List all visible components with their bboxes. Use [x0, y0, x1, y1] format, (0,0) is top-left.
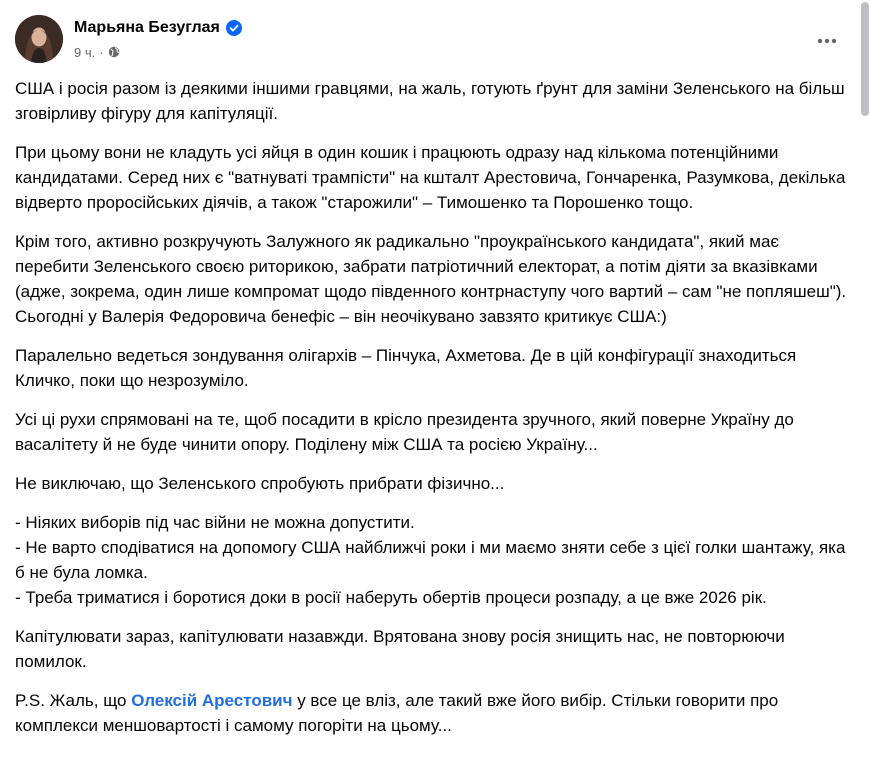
post-timestamp[interactable]: 9 ч. — [74, 44, 96, 60]
bullet-item-3: - Треба триматися і боротися доки в росії наберуть обертів процеси розпаду, а це вже 2026 рік. — [15, 588, 767, 607]
paragraph-3: Крім того, активно розкручують Залужного як радикально "проукраїнського кандидата", який має перебити Зеленського своєю риторикою, забрати патріотичний електорат, а потім діяти за вказівками (адже, зокрема, один лише компромат щодо південного контрнаступу чого вартий – сам "не попляшеш"). Сьогодні у Валерія Федоровича бенефіс – він неочікувано завзято критикує США:) — [15, 232, 847, 326]
paragraph-2: При цьому вони не кладуть усі яйця в один кошик і працюють одразу над кількома потенційними кандидатами. Серед них є "ватнуваті трампісти" на кшталт Арестовича, Гончаренка, Разумкова, декілька відверто проросійських діячів, а також "старожили" – Тимошенко та Порошенко тощо. — [15, 143, 846, 212]
scrollbar[interactable] — [858, 0, 870, 760]
author-name[interactable]: Марьяна Безуглая — [74, 19, 220, 36]
author-avatar[interactable] — [15, 15, 63, 63]
bullet-list — [15, 510, 853, 610]
ps-text-start: P.S. Жаль, що — [15, 691, 132, 710]
paragraph-1: США і росія разом із деякими іншими гравцями, на жаль, готують ґрунт для заміни Зеленського на більш зговірливу фігуру для капітуляції. — [15, 79, 845, 123]
more-horizontal-icon — [817, 38, 837, 44]
globe-icon[interactable] — [108, 46, 120, 58]
post-body — [15, 76, 853, 752]
post-meta — [74, 43, 120, 61]
verified-badge-icon — [226, 20, 242, 36]
paragraph-5: Усі ці рухи спрямовані на те, щоб посадити в крісло президента зручного, який поверне Україну до васалітету й не буде чинити опору. Поділену між США та росією Україну... — [15, 410, 794, 454]
more-options-button[interactable] — [809, 23, 845, 59]
closing-paragraph: Капітулювати зараз, капітулювати назавжди. Врятована знову росія знищить нас, не повторюючи помилок. — [15, 627, 785, 671]
post-header — [15, 15, 845, 65]
ps-text-end: у все це вліз, але такий вже його вибір. Стільки говорити про комплекси меншовартості і самому погоріти на цьому... — [15, 691, 779, 735]
paragraph-4: Паралельно ведеться зондування олігархів – Пінчука, Ахметова. Де в цій конфігурації знаходиться Кличко, поки що незрозуміло. — [15, 346, 797, 390]
scrollbar-thumb[interactable] — [861, 2, 869, 116]
bullet-item-2: - Не варто сподіватися на допомогу США найближчі роки і ми маємо зняти себе з цієї голки шантажу, яка б не була ломка. — [15, 538, 846, 582]
bullet-item-1: - Ніяких виборів під час війни не можна допустити. — [15, 513, 415, 532]
author-row — [74, 16, 242, 40]
paragraph-6: Не виключаю, що Зеленського спробують прибрати фізично... — [15, 474, 505, 493]
ps-paragraph — [15, 688, 853, 738]
mention-link[interactable]: Олексій Арестович — [131, 691, 293, 710]
meta-separator: · — [99, 44, 104, 60]
